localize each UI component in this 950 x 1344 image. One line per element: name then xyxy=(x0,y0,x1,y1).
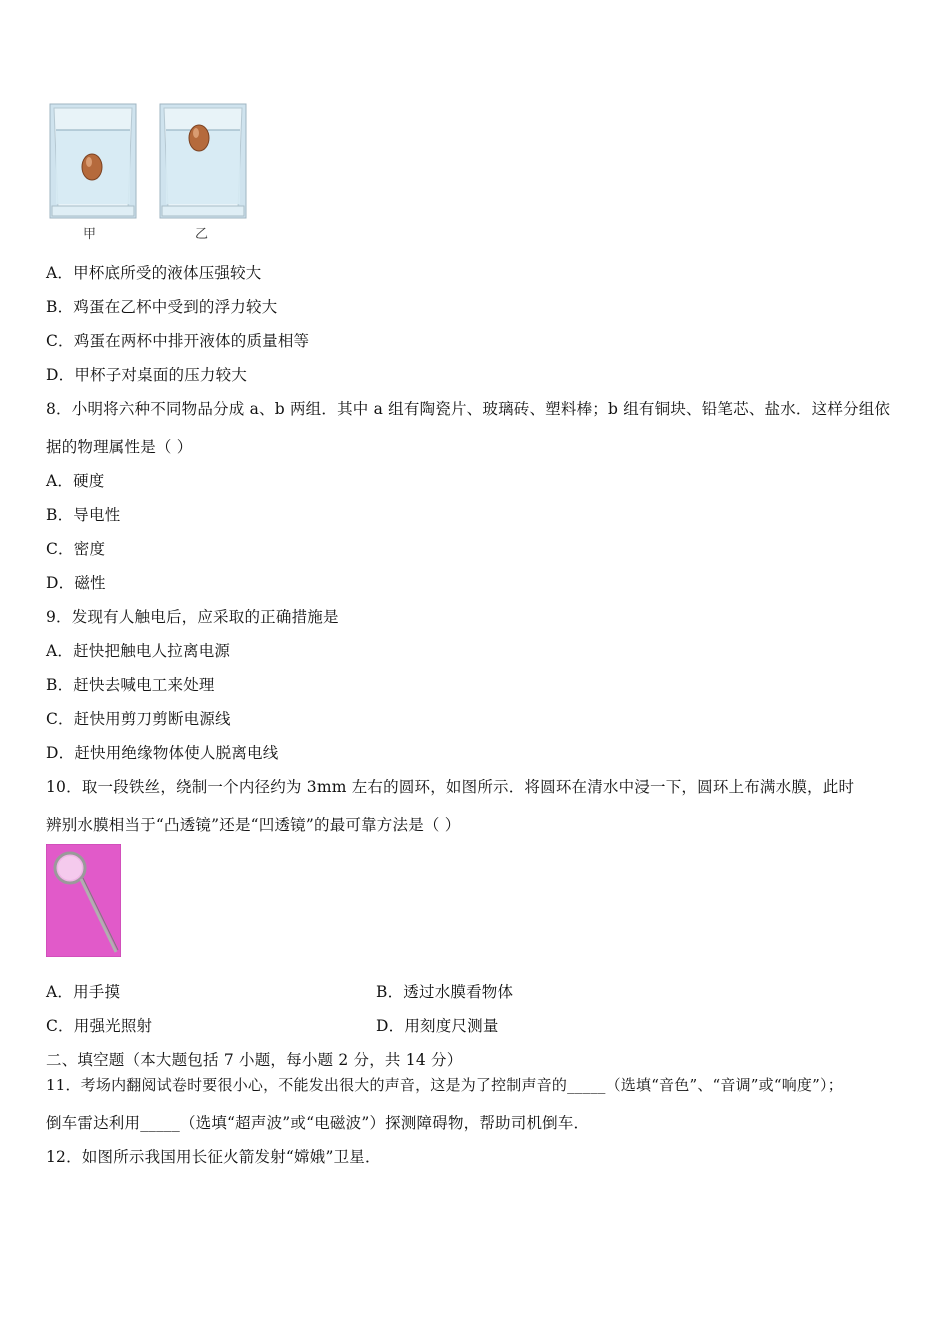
q10-stem-line1: 10．取一段铁丝，绕制一个内径约为 3mm 左右的圆环，如图所示．将圆环在清水中浸一下，圆环上布满水膜，此时 xyxy=(46,778,855,796)
q8-stem-line2: 据的物理属性是（ ） xyxy=(46,438,193,456)
q7-option-a: A．甲杯底所受的液体压强较大 xyxy=(46,264,262,282)
q8-stem-line1: 8．小明将六种不同物品分成 a、b 两组．其中 a 组有陶瓷片、玻璃砖、塑料棒；b 组有铜块、铅笔芯、盐水．这样分组依 xyxy=(46,400,891,418)
glass-jia xyxy=(50,104,136,218)
q8-option-a: A．硬度 xyxy=(46,472,105,490)
caption-jia: 甲 xyxy=(83,227,97,242)
caption-yi: 乙 xyxy=(195,227,209,242)
q10-option-a: A．用手摸 xyxy=(46,983,121,1001)
q8-option-b: B．导电性 xyxy=(46,506,121,524)
q10-option-d: D．用刻度尺测量 xyxy=(376,1017,499,1035)
q8-option-d: D．磁性 xyxy=(46,574,106,592)
egg-yi xyxy=(189,125,209,151)
q9-option-d: D．赶快用绝缘物体使人脱离电线 xyxy=(46,744,279,762)
q11-line2: 倒车雷达利用_____（选填“超声波”或“电磁波”）探测障碍物，帮助司机倒车． xyxy=(46,1114,590,1132)
glasses-illustration xyxy=(46,100,251,225)
q10-option-c: C．用强光照射 xyxy=(46,1017,153,1035)
wire-loop-figure xyxy=(46,844,121,957)
q10-stem-line2: 辨别水膜相当于“凸透镜”还是“凹透镜”的最可靠方法是（ ） xyxy=(46,816,461,834)
q11-line1: 11．考场内翻阅试卷时要很小心，不能发出很大的声音，这是为了控制声音的_____（选填“音色”、“音调”或“响度”）； xyxy=(46,1076,843,1094)
q9-option-b: B．赶快去喊电工来处理 xyxy=(46,676,215,694)
q8-option-c: C．密度 xyxy=(46,540,106,558)
wire-loop-illustration xyxy=(46,844,121,957)
glass-yi xyxy=(160,104,246,218)
q7-option-c: C．鸡蛋在两杯中排开液体的质量相等 xyxy=(46,332,310,350)
q10-option-b: B．透过水膜看物体 xyxy=(376,983,514,1001)
egg-jia xyxy=(82,154,102,180)
q7-option-d: D．甲杯子对桌面的压力较大 xyxy=(46,366,248,384)
q12-stem: 12．如图所示我国用长征火箭发射“嫦娥”卫星． xyxy=(46,1148,381,1166)
q7-option-b: B．鸡蛋在乙杯中受到的浮力较大 xyxy=(46,298,278,316)
q9-option-c: C．赶快用剪刀剪断电源线 xyxy=(46,710,231,728)
section-title: 二、填空题（本大题包括 7 小题，每小题 2 分，共 14 分） xyxy=(46,1051,463,1069)
q9-stem: 9．发现有人触电后，应采取的正确措施是 xyxy=(46,608,339,626)
q9-option-a: A．赶快把触电人拉离电源 xyxy=(46,642,231,660)
glasses-figure xyxy=(46,100,251,225)
